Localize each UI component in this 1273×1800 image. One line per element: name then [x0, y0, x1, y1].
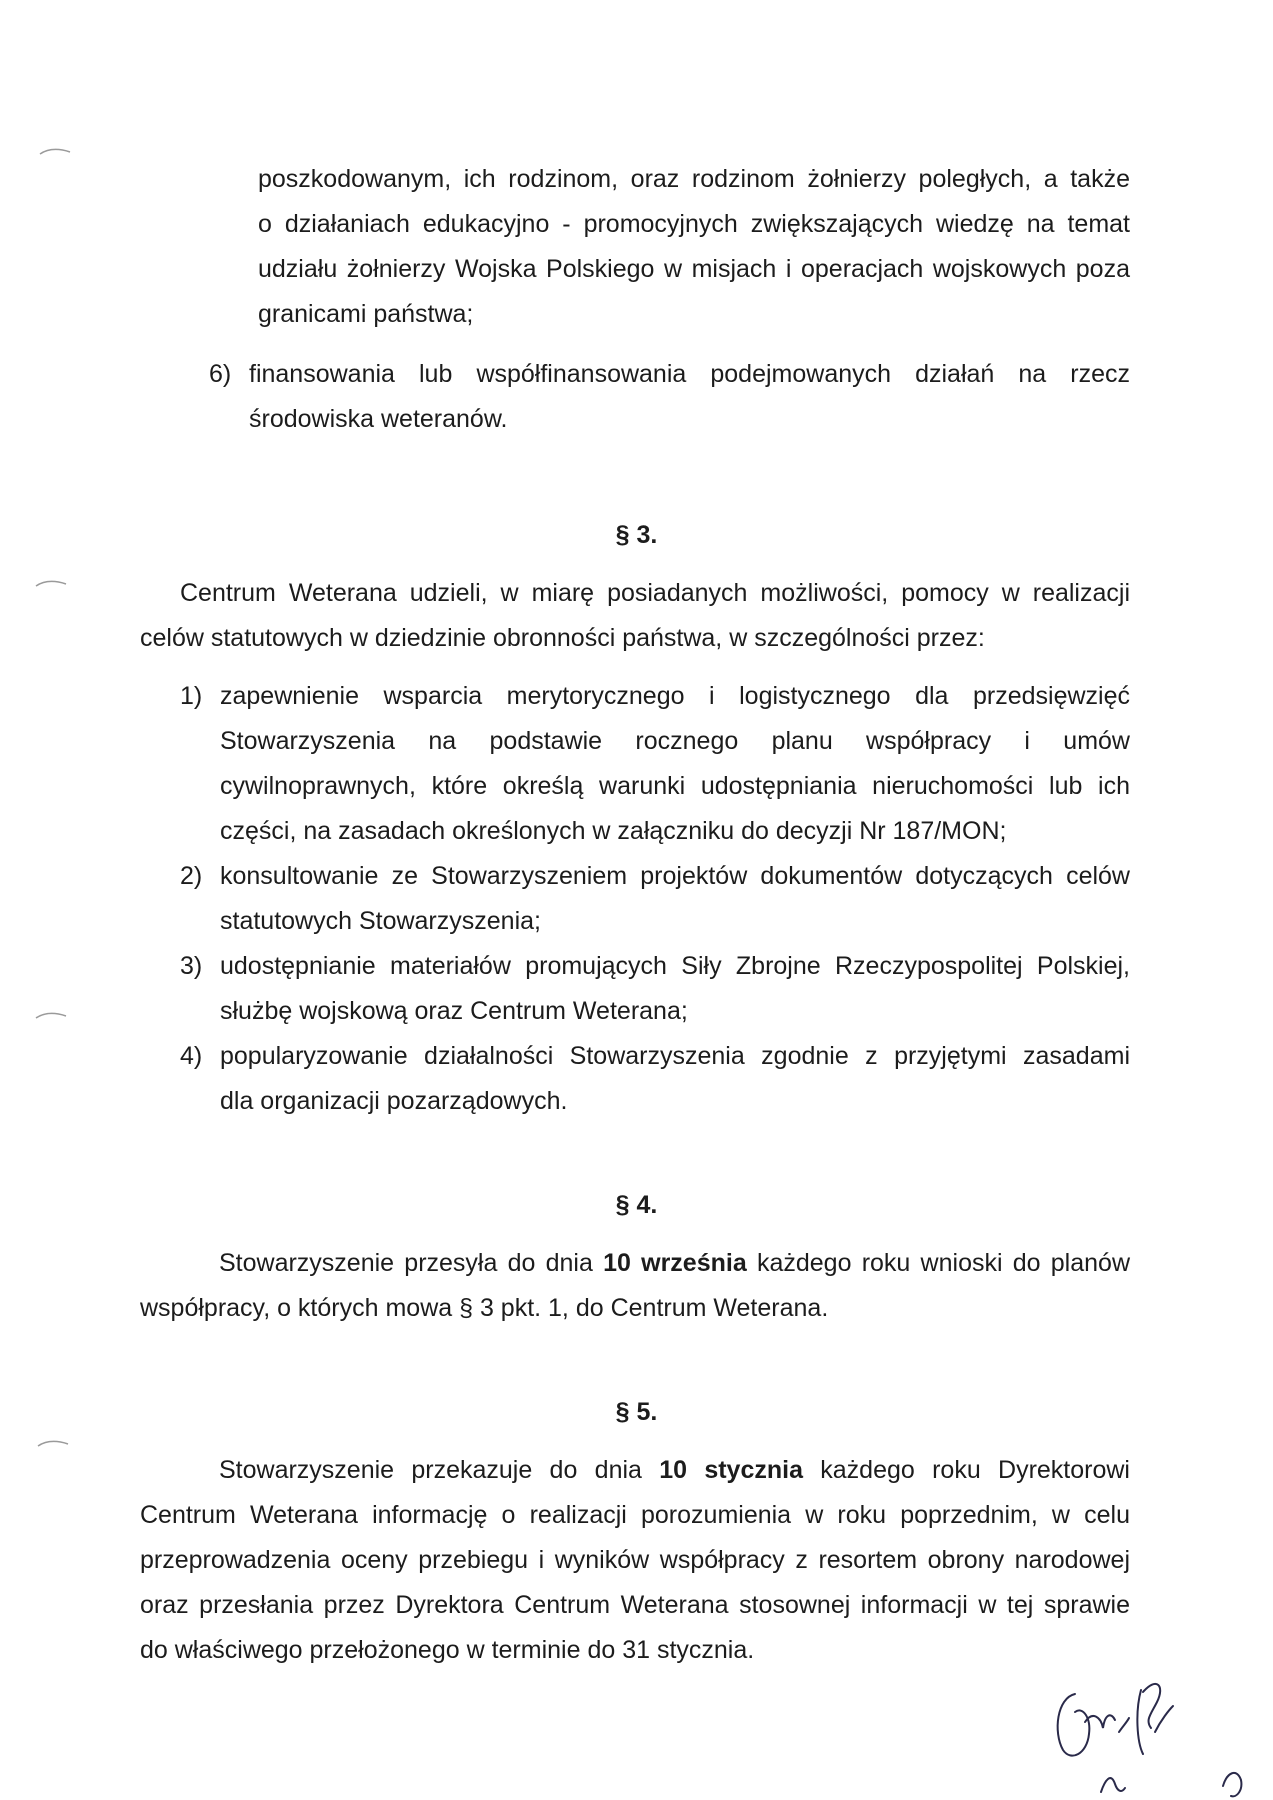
margin-mark-icon [38, 146, 72, 156]
handwritten-signature-icon [1045, 1662, 1273, 1800]
text-line: dla organizacji pozarządowych. [220, 1087, 568, 1115]
text-line: zapewnienie wsparcia merytorycznego i logistycznego dla przedsięwzięć [220, 682, 1130, 710]
text-line: służbę wojskową oraz Centrum Weterana; [220, 997, 688, 1025]
margin-mark-icon [34, 1010, 68, 1020]
text-line: oraz przesłania przez Dyrektora Centrum Weterana stosownej informacji w tej sprawie [140, 1591, 1130, 1619]
text-line: do właściwego przełożonego w terminie do 31 stycznia. [140, 1636, 755, 1664]
list-number: 6) [209, 360, 232, 388]
list-number: 3) [180, 952, 203, 980]
text-line: celów statutowych w dziedzinie obronności państwa, w szczególności przez: [140, 624, 985, 652]
text-line: udziału żołnierzy Wojska Polskiego w misjach i operacjach wojskowych poza [258, 255, 1130, 283]
text-line: granicami państwa; [258, 300, 474, 328]
margin-mark-icon [36, 1438, 70, 1448]
text-run: Stowarzyszenie przekazuje do dnia [219, 1456, 660, 1484]
text-line: statutowych Stowarzyszenia; [220, 907, 541, 935]
text-line [219, 1248, 1130, 1278]
bold-date: 10 września [603, 1249, 747, 1277]
bold-date: 10 stycznia [659, 1456, 803, 1484]
text-line: przeprowadzenia oceny przebiegu i wyników współpracy z resortem obrony narodowej [140, 1546, 1130, 1574]
text-line: konsultowanie ze Stowarzyszeniem projektów dokumentów dotyczących celów [220, 862, 1130, 890]
list-number: 1) [180, 682, 203, 710]
text-line: współpracy, o których mowa § 3 pkt. 1, do Centrum Weterana. [140, 1294, 829, 1322]
section-heading-4: § 4. [615, 1191, 658, 1219]
list-number: 2) [180, 862, 203, 890]
text-line [219, 1455, 1130, 1485]
text-run: każdego roku Dyrektorowi [802, 1456, 1130, 1484]
section-heading-3: § 3. [615, 521, 658, 549]
text-line: Centrum Weterana informację o realizacji porozumienia w roku poprzednim, w celu [140, 1501, 1130, 1529]
text-line: o działaniach edukacyjno - promocyjnych zwiększających wiedzę na temat [258, 210, 1130, 238]
text-line: udostępnianie materiałów promujących Siły Zbrojne Rzeczypospolitej Polskiej, [220, 952, 1130, 980]
text-line: popularyzowanie działalności Stowarzyszenia zgodnie z przyjętymi zasadami [220, 1042, 1130, 1070]
section-heading-5: § 5. [615, 1398, 658, 1426]
text-run: Stowarzyszenie przesyła do dnia [219, 1249, 604, 1277]
text-line: finansowania lub współfinansowania podejmowanych działań na rzecz [249, 360, 1130, 388]
text-line: Centrum Weterana udzieli, w miarę posiadanych możliwości, pomocy w realizacji [180, 579, 1130, 607]
text-line: części, na zasadach określonych w załączniku do decyzji Nr 187/MON; [220, 817, 1007, 845]
margin-mark-icon [34, 578, 68, 588]
text-run: każdego roku wnioski do planów [746, 1249, 1130, 1277]
text-line: poszkodowanym, ich rodzinom, oraz rodzinom żołnierzy poległych, a także [258, 165, 1130, 193]
list-number: 4) [180, 1042, 203, 1070]
text-line: Stowarzyszenia na podstawie rocznego planu współpracy i umów [220, 727, 1130, 755]
text-line: cywilnoprawnych, które określą warunki udostępniania nieruchomości lub ich [220, 772, 1130, 800]
text-line: środowiska weteranów. [249, 405, 508, 433]
